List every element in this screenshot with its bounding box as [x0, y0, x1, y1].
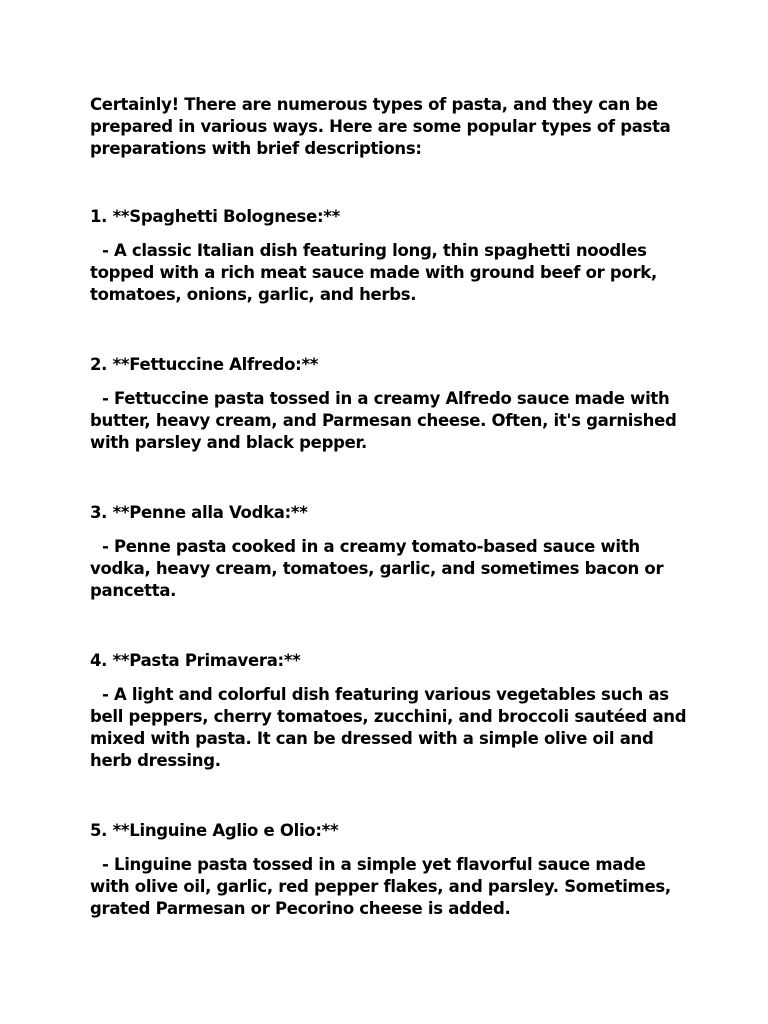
document-page [90, 94, 690, 968]
item-description-wrapper [90, 240, 690, 306]
item-title: 5. **Linguine Aglio e Olio:** [90, 821, 339, 840]
item-description: - A classic Italian dish featuring long, thin spaghetti noodles topped with a rich meat sauce made with ground beef or pork, tomatoes, onions, garlic, and herbs. [90, 241, 663, 304]
list-item-linguine-aglio-e-olio [90, 820, 690, 920]
item-title: 3. **Penne alla Vodka:** [90, 503, 308, 522]
item-description-wrapper [90, 388, 690, 454]
list-item-penne-alla-vodka [90, 502, 690, 602]
item-description: - Penne pasta cooked in a creamy tomato-based sauce with vodka, heavy cream, tomatoes, garlic, and sometimes bacon or pancetta. [90, 537, 669, 600]
item-title: 4. **Pasta Primavera:** [90, 651, 301, 670]
item-title: 2. **Fettuccine Alfredo:** [90, 355, 319, 374]
item-description: - Linguine pasta tossed in a simple yet flavorful sauce made with olive oil, garlic, red pepper flakes, and parsley. Sometimes, grated Parmesan or Pecorino cheese is added. [90, 855, 677, 918]
item-description: - Fettuccine pasta tossed in a creamy Alfredo sauce made with butter, heavy cream, and Parmesan cheese. Often, it's garnished with parsley and black pepper. [90, 389, 682, 452]
item-description-wrapper [90, 684, 690, 772]
list-item-pasta-primavera [90, 650, 690, 772]
intro-paragraph: Certainly! There are numerous types of pasta, and they can be prepared in various ways. Here are some popular types of pasta preparations with brief descriptions: [90, 95, 676, 158]
item-description-wrapper [90, 536, 690, 602]
item-description: - A light and colorful dish featuring various vegetables such as bell peppers, cherry tomatoes, zucchini, and broccoli sautéed and mixed with pasta. It can be dressed with a simple olive oil and herb dressing. [90, 685, 692, 770]
list-item-fettuccine-alfredo [90, 354, 690, 454]
item-description-wrapper [90, 854, 690, 920]
list-item-spaghetti-bolognese [90, 206, 690, 306]
item-title: 1. **Spaghetti Bolognese:** [90, 207, 340, 226]
